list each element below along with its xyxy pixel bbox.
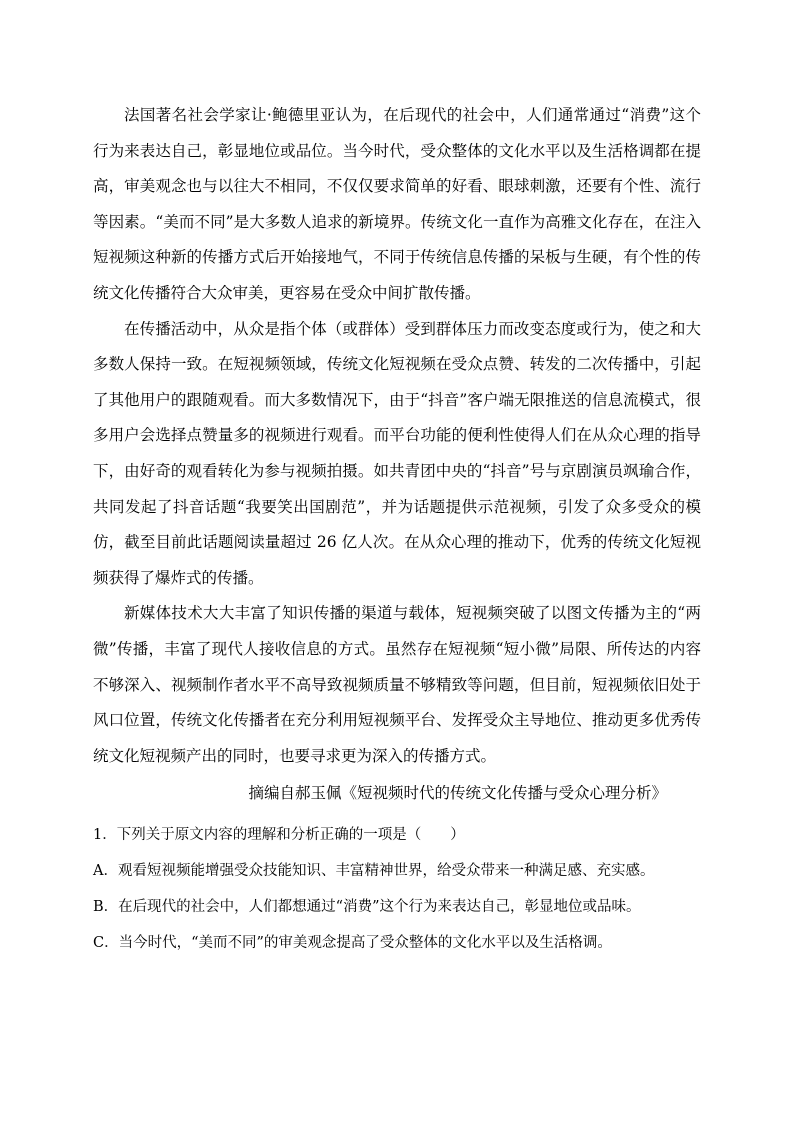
source-citation: 摘编自郝玉佩《短视频时代的传统文化传播与受众心理分析》 [248,784,667,803]
option-b: B．在后现代的社会中，人们都想通过“消费”这个行为来表达自己，彰显地位或品味。 [93,899,641,916]
paragraph-1: 法国著名社会学家让·鲍德里亚认为，在后现代的社会中，人们通常通过“消费”这个行为来表达自己，彰显地位或品位。当今时代，受众整体的文化水平以及生活格调都在提高，审美观念也与以往大不相同，不仅仅要求简单的好看、眼球刺激，还要有个性、流行等因素。“美而不同”是大多数人追求的新境界。传统文化一直作为高雅文化存在，在注入短视频这种新的传播方式后开始接地气，不同于传统信息传播的呆板与生硬，有个性的传统文化传播符合大众审美，更容易在受众中间扩散传播。 [93,106,701,302]
article-content [93,98,701,961]
paragraph-2: 在传播活动中，从众是指个体（或群体）受到群体压力而改变态度或行为，使之和大多数人保持一致。在短视频领域，传统文化短视频在受众点赞、转发的二次传播中，引起了其他用户的跟随观看。而大多数情况下，由于“抖音”客户端无限推送的信息流模式，很多用户会选择点赞量多的视频进行观看。而平台功能的便利性使得人们在从众心理的指导下，由好奇的观看转化为参与视频拍摄。如共青团中央的“抖音”号与京剧演员飒瑜合作，共同发起了抖音话题“我要笑出国剧范”，并为话题提供示范视频，引发了众多受众的模仿，截至目前此话题阅读量超过 26 亿人次。在从众心理的推动下，优秀的传统文化短视频获得了爆炸式的传播。 [93,319,701,587]
question-block [93,817,701,961]
option-c: C．当今时代，“美而不同”的审美观念提高了受众整体的文化水平以及生活格调。 [93,935,612,952]
question-stem: 1．下列关于原文内容的理解和分析正确的一项是（ ） [93,827,465,844]
paragraph-3: 新媒体技术大大丰富了知识传播的渠道与载体，短视频突破了以图文传播为主的“两微”传播，丰富了现代人接收信息的方式。虽然存在短视频“短小微”局限、所传达的内容不够深入、视频制作者水平不高导致视频质量不够精致等问题，但目前，短视频依旧处于风口位置，传统文化传播者在充分利用短视频平台、发挥受众主导地位、推动更多优秀传统文化短视频产出的同时，也要寻求更为深入的传播方式。 [93,604,701,765]
option-a: A．观看短视频能增强受众技能知识、丰富精神世界，给受众带来一种满足感、充实感。 [93,863,655,880]
